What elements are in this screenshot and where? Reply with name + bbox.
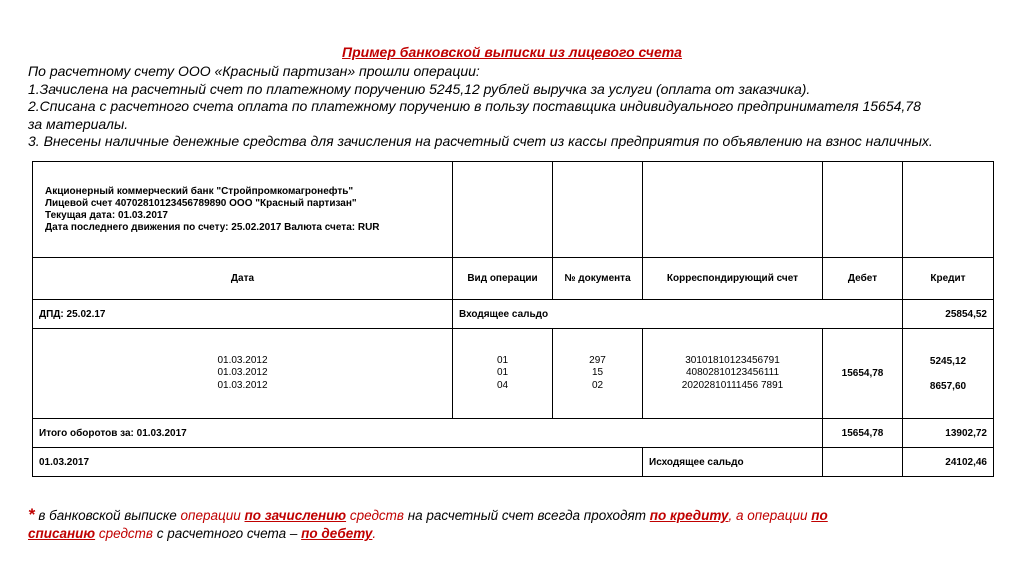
document-number: 15: [591, 367, 604, 379]
closing-balance-credit: 24102,46: [903, 448, 994, 477]
document-numbers: [553, 329, 643, 419]
bank-info-cell: [33, 162, 453, 258]
bank-name: Акционерный коммерческий банк "Стройпромкомагронефть": [45, 185, 354, 197]
empty-cell: [453, 162, 553, 258]
totals-label: Итого оборотов за: 01.03.2017: [33, 419, 823, 448]
footnote-text: .: [372, 526, 377, 541]
operation-date: 01.03.2012: [217, 367, 268, 379]
opening-balance-row: [33, 300, 994, 329]
footnote-text: с расчетного счета –: [152, 526, 302, 541]
empty-cell: [643, 162, 823, 258]
empty-cell: [903, 162, 994, 258]
footnote-asterisk: *: [28, 505, 35, 524]
last-movement-cell: ДПД: 25.02.17: [33, 300, 453, 329]
totals-credit: 13902,72: [903, 419, 994, 448]
header-op-type: Вид операции: [453, 258, 553, 300]
bank-statement-table: [32, 161, 994, 477]
operation-debit: 15654,78: [823, 329, 903, 419]
operation-credits: [903, 329, 994, 419]
footnote-emphasis: по дебету: [301, 526, 373, 541]
empty-cell: [823, 448, 903, 477]
page-title: Пример банковской выписки из лицевого счета: [342, 44, 682, 60]
footnote-text: , а операции: [728, 508, 808, 523]
footnote-text: средств: [349, 508, 404, 523]
header-date: Дата: [33, 258, 453, 300]
operation-type: 01: [496, 367, 509, 379]
footnote-text: на расчетный счет всегда проходят: [403, 508, 650, 523]
header-row: [33, 258, 994, 300]
footnote-text: в банковской выписке: [34, 508, 181, 523]
operations-row: [33, 329, 994, 419]
footnote-text: средств: [98, 526, 153, 541]
intro-line: По расчетному счету ООО «Красный партизан» прошли операции:: [28, 63, 480, 79]
correspondent-account: 40802810123456111: [685, 367, 780, 379]
account-number: Лицевой счет 40702810123456789890 ООО "Красный партизан": [45, 197, 357, 209]
closing-date: 01.03.2017: [33, 448, 643, 477]
current-date: Текущая дата: 01.03.2017: [45, 209, 168, 221]
intro-line: 1.Зачислена на расчетный счет по платежному поручению 5245,12 рублей выручка за услуги (оплата от заказчика).: [28, 80, 811, 97]
header-doc-no: № документа: [553, 258, 643, 300]
closing-balance-row: [33, 448, 994, 477]
intro-line: 3. Внесены наличные денежные средства для зачисления на расчетный счет из кассы предприятия по объявлению на взнос наличных.: [28, 133, 933, 149]
correspondent-account: 20202810111456 7891: [681, 379, 784, 391]
operation-credit: 5245,12: [929, 355, 967, 367]
bank-info-row: [33, 162, 994, 258]
footnote-line-1: [28, 506, 1018, 525]
header-credit: Кредит: [903, 258, 994, 300]
last-movement-date: Дата последнего движения по счету: 25.02.2017 Валюта счета: RUR: [45, 221, 380, 233]
correspondent-accounts: [643, 329, 823, 419]
document-number: 02: [591, 379, 604, 391]
footnote-text: операции: [180, 508, 241, 523]
header-debit: Дебет: [823, 258, 903, 300]
totals-debit: 15654,78: [823, 419, 903, 448]
empty-cell: [823, 162, 903, 258]
footnote-emphasis: списанию: [28, 526, 96, 541]
opening-balance-credit: 25854,52: [903, 300, 994, 329]
opening-balance-label: Входящее сальдо: [453, 300, 903, 329]
footnote-emphasis: по кредиту: [649, 508, 729, 523]
empty-cell: [553, 162, 643, 258]
intro-text: [28, 63, 1008, 151]
header-account: Корреспондирующий счет: [643, 258, 823, 300]
operation-date: 01.03.2012: [217, 379, 268, 391]
footnote-line-2: [28, 525, 1018, 543]
closing-balance-label: Исходящее сальдо: [643, 448, 823, 477]
operation-credit: 8657,60: [929, 380, 967, 392]
operation-types: [453, 329, 553, 419]
footnote: [28, 506, 1018, 543]
operation-dates: [33, 329, 453, 419]
operation-type: 04: [496, 379, 509, 391]
operation-type: 01: [496, 354, 509, 366]
document-number: 297: [589, 354, 606, 366]
footnote-emphasis: по зачислению: [244, 508, 347, 523]
totals-row: [33, 419, 994, 448]
intro-line: за материалы.: [28, 115, 129, 132]
correspondent-account: 30101810123456791: [685, 354, 780, 366]
intro-line: 2.Списана с расчетного счета оплата по платежному поручению в пользу поставщика индивидуального предпринимателя 15654,78: [28, 98, 921, 114]
operation-date: 01.03.2012: [217, 354, 268, 366]
footnote-emphasis: по: [811, 508, 828, 523]
